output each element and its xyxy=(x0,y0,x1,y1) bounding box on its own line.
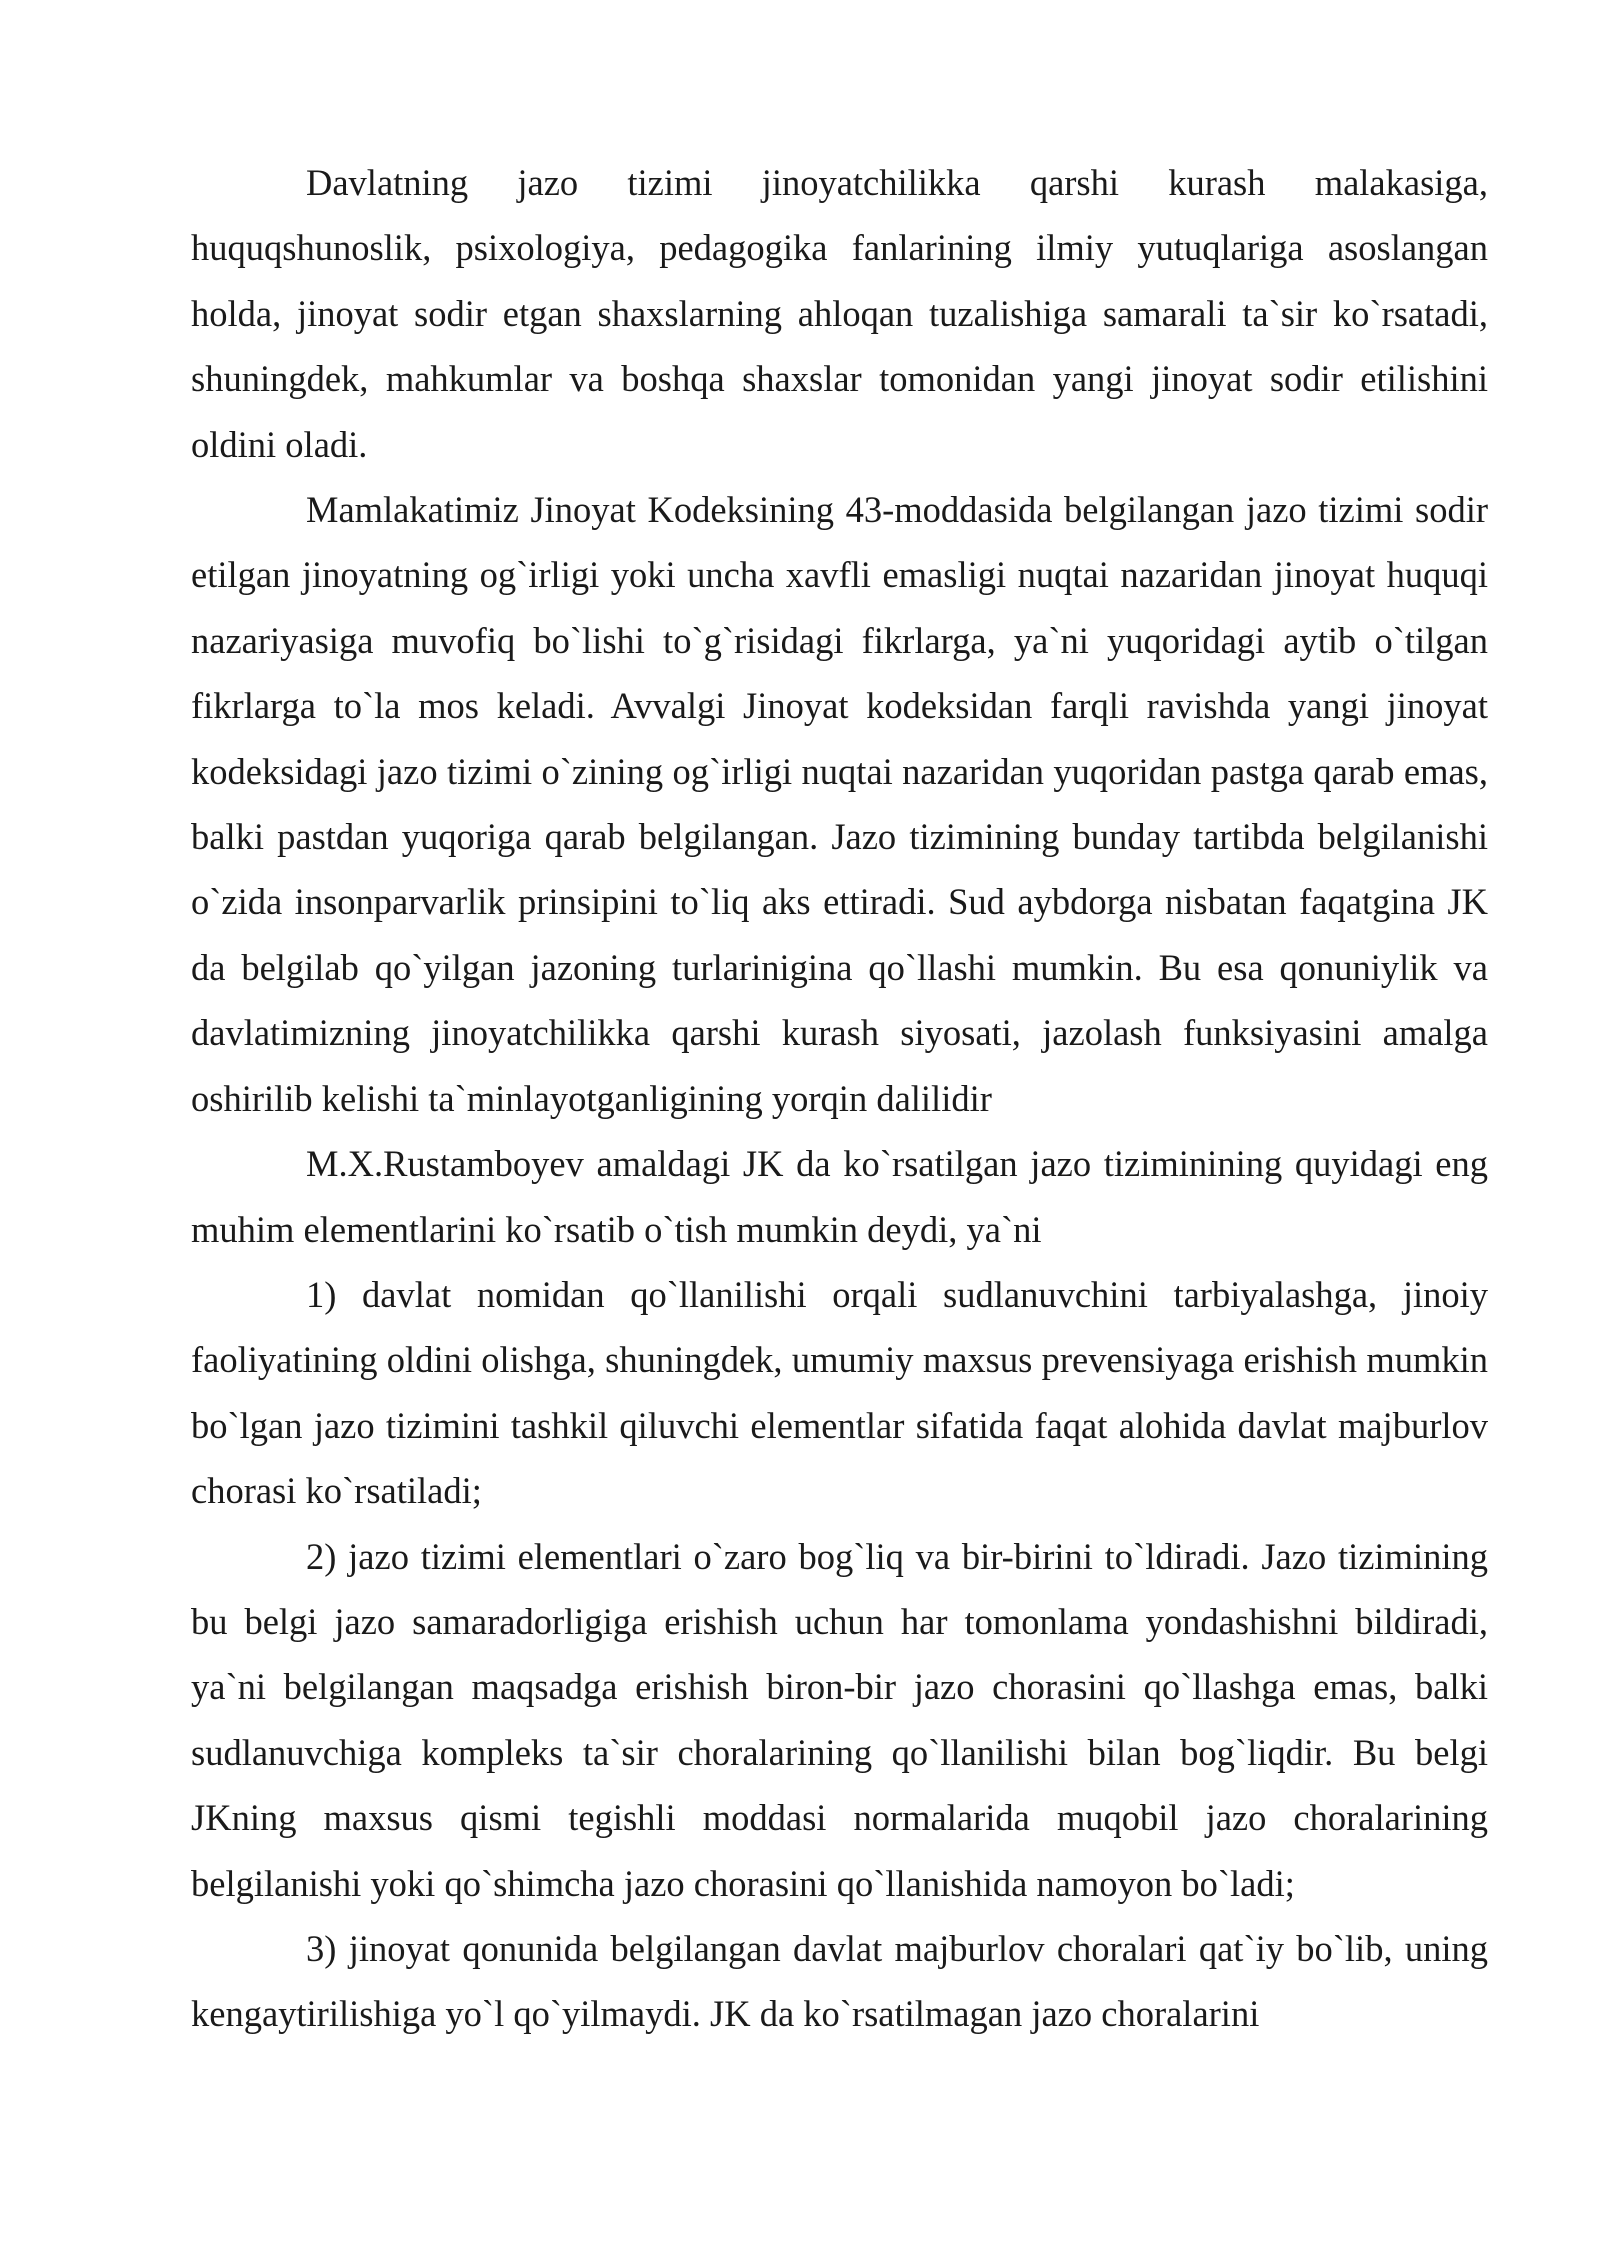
paragraph-rustamboyev: M.X.Rustamboyev amaldagi JK da ko`rsatilgan jazo tiziminining quyidagi eng muhim elementlarini ko`rsatib o`tish mumkin deydi, ya`ni xyxy=(191,1143,1488,1250)
list-item-1: 1) davlat nomidan qo`llanilishi orqali sudlanuvchini tarbiyalashga, jinoiy faoliyatining oldini olishga, shuningdek, umumiy maxsus prevensiyaga erishish mumkin bo`lgan jazo tizimini tashkil qiluvchi elementlar sifatida faqat alohida davlat majburlov chorasi ko`rsatiladi; xyxy=(191,1273,1488,1512)
paragraph-jazo-tizimi-intro: Davlatning jazo tizimi jinoyatchilikka qarshi kurash malakasiga, huquqshunoslik, psixologiya, pedagogika fanlarining ilmiy yutuqlariga asoslangan holda, jinoyat sodir etgan shaxslarning ahloqan tuzalishiga samarali ta`sir ko`rsatadi, shuningdek, mahkumlar va boshqa shaxslar tomonidan yangi jinoyat sodir etilishini oldini oladi. xyxy=(191,162,1488,465)
list-item-2: 2) jazo tizimi elementlari o`zaro bog`liq va bir-birini to`ldiradi. Jazo tizimining bu belgi jazo samaradorligiga erishish uchun har tomonlama yondashishni bildiradi, ya`ni belgilangan maqsadga erishish biron-bir jazo chorasini qo`llashga emas, balki sudlanuvchiga kompleks ta`sir choralarining qo`llanilishi bilan bog`liqdir. Bu belgi JKning maxsus qismi tegishli moddasi normalarida muqobil jazo choralarining belgilanishi yoki qo`shimcha jazo chorasini qo`llanishida namoyon bo`ladi; xyxy=(191,1535,1488,1904)
list-item-3: 3) jinoyat qonunida belgilangan davlat majburlov choralari qat`iy bo`lib, uning kengaytirilishiga yo`l qo`yilmaydi. JK da ko`rsatilmagan jazo choralarini xyxy=(191,1927,1488,2035)
paragraph-jinoyat-kodeksi-43: Mamlakatimiz Jinoyat Kodeksining 43-moddasida belgilangan jazo tizimi sodir etilgan jinoyatning og`irligi yoki uncha xavfli emasligi nuqtai nazaridan jinoyat huquqi nazariyasiga muvofiq bo`lishi to`g`risidagi fikrlarga, ya`ni yuqoridagi aytib o`tilgan fikrlarga to`la mos keladi. Avvalgi Jinoyat kodeksidan farqli ravishda yangi jinoyat kodeksidagi jazo tizimi o`zining og`irligi nuqtai nazaridan yuqoridan pastga qarab emas, balki pastdan yuqoriga qarab belgilangan. Jazo tizimining bunday tartibda belgilanishi o`zida insonparvarlik prinsipini to`liq aks ettiradi. Sud aybdorga nisbatan faqatgina JK da belgilab qo`yilgan jazoning turlarinigina qo`llashi mumkin. Bu esa qonuniylik va davlatimizning jinoyatchilikka qarshi kurash siyosati, jazolash funksiyasini amalga oshirilib kelishi ta`minlayotganligining yorqin dalilidir xyxy=(191,489,1488,1119)
document-body xyxy=(191,150,1488,2047)
